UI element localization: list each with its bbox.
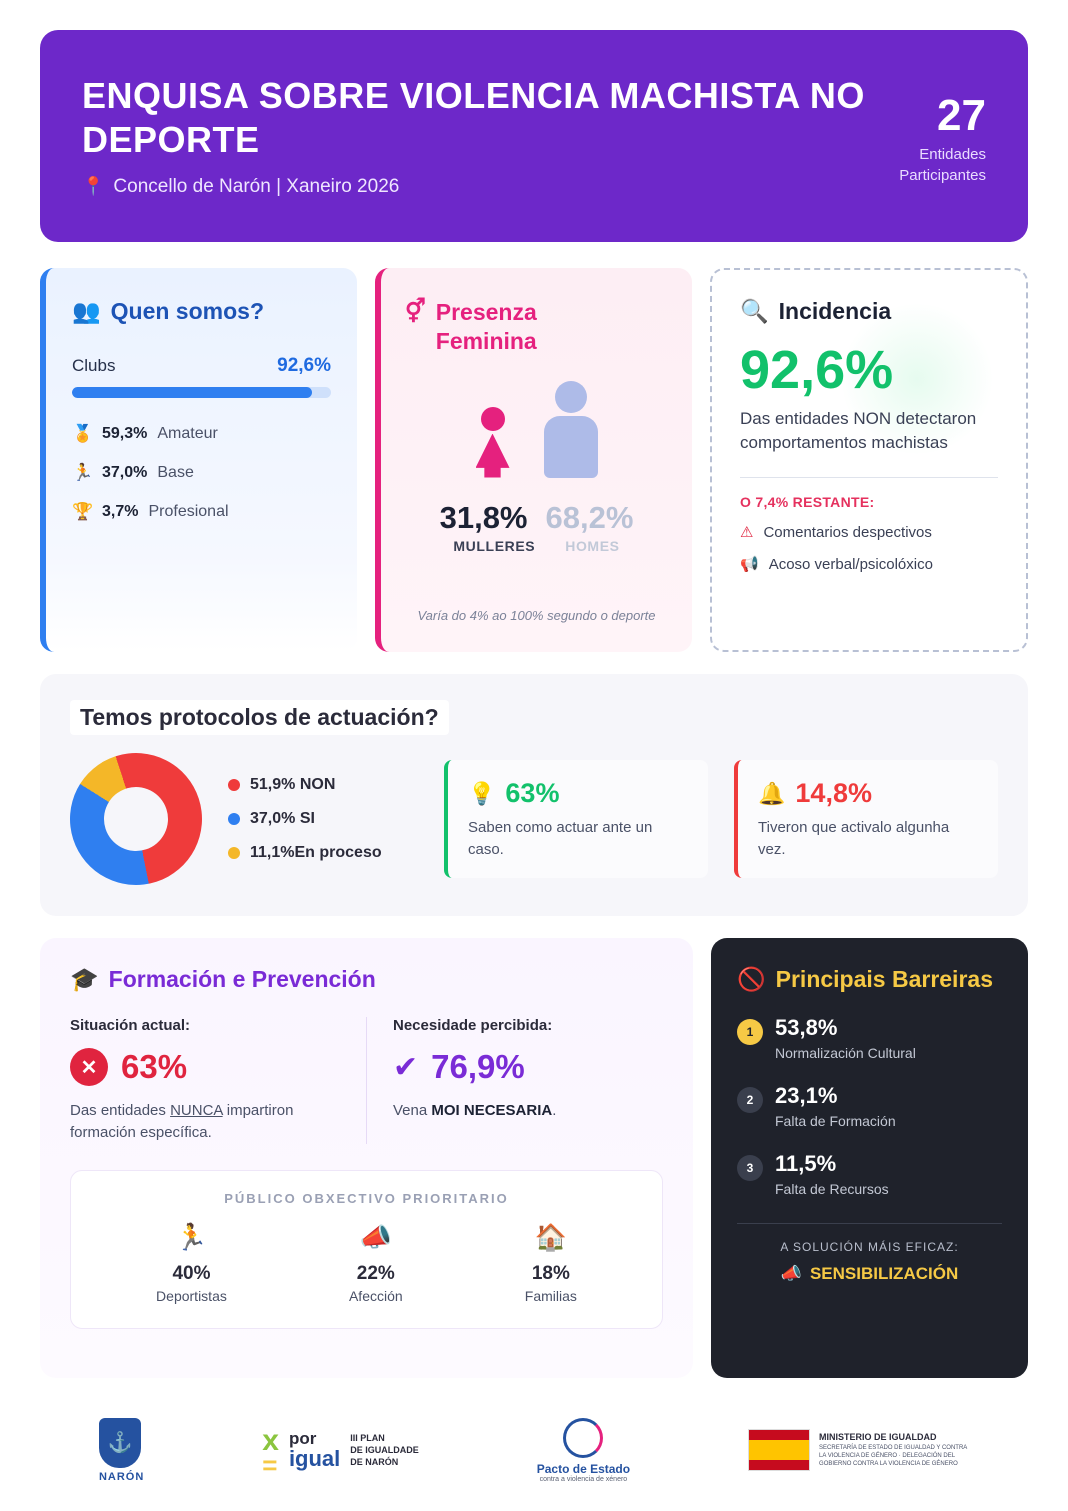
gender-figures xyxy=(405,382,668,478)
clubs-bar-fill xyxy=(72,387,312,398)
situacion-actual-value-row xyxy=(70,1048,340,1086)
solution-heading: A SOLUCIÓN MÁIS EFICAZ: xyxy=(780,1240,959,1254)
person-running-icon: 🏃 xyxy=(72,463,94,482)
incidencia-value: 92,6% xyxy=(740,340,894,400)
barreiras-title-row xyxy=(737,966,1002,993)
stat-card-activado xyxy=(734,760,998,878)
legend-item xyxy=(228,776,418,794)
rest-item-label: Comentarios despectivos xyxy=(763,523,932,541)
gender-labels xyxy=(405,538,668,554)
saben-actuar-value: 63% xyxy=(505,778,560,809)
por-igual-words xyxy=(289,1430,340,1471)
list-item xyxy=(737,1015,1002,1061)
logo-ministerio xyxy=(748,1429,969,1471)
item-value: 37,0% xyxy=(102,464,148,481)
rest-item-label: Acoso verbal/psicolóxico xyxy=(768,555,933,573)
legend-item xyxy=(228,844,418,862)
barreira-label: Falta de Formación xyxy=(775,1113,896,1129)
right-text-pre: Vena xyxy=(393,1102,432,1119)
lightbulb-icon: 💡 xyxy=(468,780,496,806)
card-presenza-feminina xyxy=(375,268,692,652)
target-label: Deportistas xyxy=(156,1287,227,1304)
legend-label-proceso: 11,1%En proceso xyxy=(250,844,382,861)
target-value: 40% xyxy=(172,1262,211,1284)
protocolos-title: Temos protocolos de actuación? xyxy=(70,700,449,735)
medal-icon: 🏅 xyxy=(72,424,94,443)
necesidade-value: 76,9% xyxy=(431,1048,525,1085)
incidencia-title: Incidencia xyxy=(778,298,892,324)
clubs-value: 92,6% xyxy=(277,355,331,376)
legend-dot-si xyxy=(228,813,240,825)
plan-text xyxy=(350,1432,419,1468)
target-label: Familias xyxy=(524,1287,577,1304)
logo-naron xyxy=(99,1418,144,1483)
magnifier-icon: 🔍 xyxy=(740,298,769,324)
list-item xyxy=(156,1222,227,1304)
card-protocolos xyxy=(40,674,1028,916)
ministerio-detail: SECRETARÍA DE ESTADO DE IGUALDAD Y CONTRA LA VIOLENCIA DE GÉNERO · DELEGACIÓN DEL GOBIERNO CONTRA LA VIOLENCIA DE GÉNERO xyxy=(819,1444,967,1467)
male-figure-icon xyxy=(544,381,598,478)
target-audience-box xyxy=(70,1170,663,1329)
right-text-post: . xyxy=(552,1102,557,1119)
presenza-title-line2: Feminina xyxy=(435,327,537,354)
por-igual-mark-icon: x = xyxy=(262,1423,279,1480)
situacion-actual-heading: Situación actual: xyxy=(70,1017,191,1034)
naron-shield-icon xyxy=(99,1418,141,1468)
stat-top xyxy=(468,778,688,809)
logo-por-igual xyxy=(262,1423,419,1480)
stat-top xyxy=(758,778,978,809)
necesidade-value-row xyxy=(393,1048,663,1086)
rest-list xyxy=(740,523,998,573)
pacto-ring-icon xyxy=(563,1418,603,1458)
rank-badge: 2 xyxy=(737,1087,763,1113)
target-label: Afección xyxy=(348,1287,403,1304)
legend-label-non: 51,9% NON xyxy=(250,776,336,793)
protocolos-body xyxy=(70,753,998,885)
divider xyxy=(737,1223,1002,1224)
target-heading: PÚBLICO OBXECTIVO PRIORITARIO xyxy=(224,1190,509,1206)
megaphone-icon: 📣 xyxy=(359,1221,392,1252)
runner-icon: 🏃 xyxy=(175,1221,208,1252)
header-left xyxy=(82,74,899,198)
left-text-post: impartiron formación específica. xyxy=(70,1102,294,1141)
item-value: 3,7% xyxy=(102,503,139,520)
header-stat xyxy=(899,86,986,186)
target-list xyxy=(95,1222,638,1304)
igual-label: igual xyxy=(288,1446,341,1472)
list-item xyxy=(72,424,331,444)
barreiras-title: Principais Barreiras xyxy=(775,966,993,992)
x-circle-icon: ✕ xyxy=(70,1048,108,1086)
card-formacion xyxy=(40,938,693,1378)
legend-item xyxy=(228,810,418,828)
barreira-value: 23,1% xyxy=(775,1083,838,1108)
male-label: HOMES xyxy=(565,537,620,554)
clubs-row xyxy=(72,355,331,377)
footer-logos xyxy=(40,1402,1028,1498)
barreiras-list xyxy=(737,1015,1002,1197)
list-item xyxy=(740,523,998,541)
plan-line-3: DE NARÓN xyxy=(350,1457,399,1468)
header-subtitle-text: Concello de Narón | Xaneiro 2026 xyxy=(113,175,400,197)
presenza-title-row xyxy=(405,298,668,356)
list-item xyxy=(72,463,331,483)
card-incidencia xyxy=(710,268,1028,652)
item-label: Amateur xyxy=(157,425,218,442)
target-value: 22% xyxy=(356,1262,395,1284)
right-text-bold: MOI NECESARIA xyxy=(431,1102,553,1119)
presenza-title xyxy=(436,298,537,356)
barreira-label: Falta de Recursos xyxy=(775,1181,889,1197)
top-row xyxy=(40,268,1028,652)
clubs-label: Clubs xyxy=(72,356,116,375)
list-item xyxy=(737,1083,1002,1129)
gender-symbols-icon: ⚥ xyxy=(405,298,426,324)
plan-line-2: DE IGUALDADE xyxy=(350,1444,419,1455)
location-pin-icon: 📍 xyxy=(82,176,105,197)
barreira-value: 53,8% xyxy=(775,1015,838,1040)
formacion-col-left xyxy=(70,1017,340,1144)
entities-label-2: Participantes xyxy=(899,166,986,184)
target-value: 18% xyxy=(531,1262,570,1284)
formacion-columns xyxy=(70,1017,663,1144)
quen-somos-title: Quen somos? xyxy=(110,298,264,324)
left-text-pre: Das entidades xyxy=(70,1102,171,1119)
ministerio-texts xyxy=(819,1432,969,1468)
item-value: 59,3% xyxy=(102,425,148,442)
saben-actuar-text: Saben como actuar ante un caso. xyxy=(468,819,653,858)
entities-label-1: Entidades xyxy=(919,146,986,164)
rank-badge: 3 xyxy=(737,1155,763,1181)
logo-pacto-estado xyxy=(537,1418,630,1483)
naron-label: NARÓN xyxy=(98,1470,145,1483)
people-group-icon: 👥 xyxy=(72,298,101,324)
stat-card-saben-actuar xyxy=(444,760,708,878)
plan-line-1: III PLAN xyxy=(350,1432,385,1443)
ministerio-name: MINISTERIO DE IGUALDAD xyxy=(819,1432,937,1443)
solution-text: SENSIBILIZACIÓN xyxy=(809,1264,959,1283)
warning-triangle-icon: ⚠ xyxy=(740,524,754,542)
megaphone-icon: 📣 xyxy=(780,1264,802,1283)
clubs-bar-track xyxy=(72,387,331,398)
presenza-note: Varía do 4% ao 100% segundo o deporte xyxy=(417,607,656,623)
activado-value: 14,8% xyxy=(795,778,872,809)
spain-flag-icon xyxy=(748,1429,810,1471)
barreira-value: 11,5% xyxy=(775,1151,837,1176)
quen-somos-title-row xyxy=(72,298,331,325)
female-percent: 31,8% xyxy=(439,499,528,535)
legend-dot-proceso xyxy=(228,847,240,859)
ban-icon: 🚫 xyxy=(737,966,766,992)
female-figure-icon xyxy=(476,407,510,478)
divider xyxy=(740,477,998,478)
protocolos-donut-chart xyxy=(53,736,219,902)
item-label: Profesional xyxy=(148,503,229,520)
home-icon: 🏠 xyxy=(534,1221,568,1252)
quen-somos-list xyxy=(72,424,331,522)
barreira-label: Normalización Cultural xyxy=(775,1045,916,1061)
rest-title: O 7,4% RESTANTE: xyxy=(740,494,875,511)
list-item xyxy=(737,1151,1002,1197)
trophy-icon: 🏆 xyxy=(72,502,94,521)
list-item xyxy=(525,1222,577,1304)
megaphone-muted-icon: 📢 xyxy=(740,556,759,574)
formacion-col-right xyxy=(366,1017,663,1144)
bottom-row xyxy=(40,938,1028,1378)
incidencia-title-row xyxy=(740,298,998,325)
header-subtitle xyxy=(82,176,899,198)
rank-badge: 1 xyxy=(737,1019,763,1045)
activado-text: Tiveron que activalo algunha vez. xyxy=(758,819,950,858)
incidencia-description: Das entidades NON detectaron comportamentos machistas xyxy=(740,409,977,453)
situacion-actual-value: 63% xyxy=(121,1048,188,1085)
presenza-title-line1: Presenza xyxy=(435,299,537,325)
solution-row xyxy=(737,1264,1002,1284)
entities-count: 27 xyxy=(937,91,986,141)
card-barreiras xyxy=(711,938,1028,1378)
formacion-title-row xyxy=(70,966,663,993)
legend-label-si: 37,0% SI xyxy=(250,810,315,827)
list-item xyxy=(740,555,998,573)
necesidade-text xyxy=(393,1100,663,1122)
card-quen-somos xyxy=(40,268,357,652)
legend-dot-non xyxy=(228,779,240,791)
protocolos-legend xyxy=(228,776,418,862)
header-banner xyxy=(40,30,1028,242)
formacion-title: Formación e Prevención xyxy=(108,966,376,992)
situacion-actual-text xyxy=(70,1100,340,1144)
bell-icon: 🔔 xyxy=(758,780,786,806)
page-title: ENQUISA SOBRE VIOLENCIA MACHISTA NO DEPORTE xyxy=(82,75,865,160)
infographic-page xyxy=(0,30,1068,1511)
necesidade-heading: Necesidade percibida: xyxy=(393,1017,553,1034)
item-label: Base xyxy=(157,464,194,481)
por-label: por xyxy=(288,1428,317,1448)
double-check-icon: ✔ xyxy=(393,1050,419,1084)
female-label: MULLERES xyxy=(453,537,536,554)
list-item xyxy=(349,1222,403,1304)
left-text-nunca: NUNCA xyxy=(170,1102,223,1119)
list-item xyxy=(72,502,331,522)
graduation-cap-icon: 🎓 xyxy=(70,966,99,992)
pacto-subtitle: contra a violencia de xénero xyxy=(539,1475,628,1483)
male-percent: 68,2% xyxy=(545,499,634,535)
pacto-title: Pacto de Estado xyxy=(536,1461,631,1476)
gender-percentages xyxy=(405,500,668,536)
